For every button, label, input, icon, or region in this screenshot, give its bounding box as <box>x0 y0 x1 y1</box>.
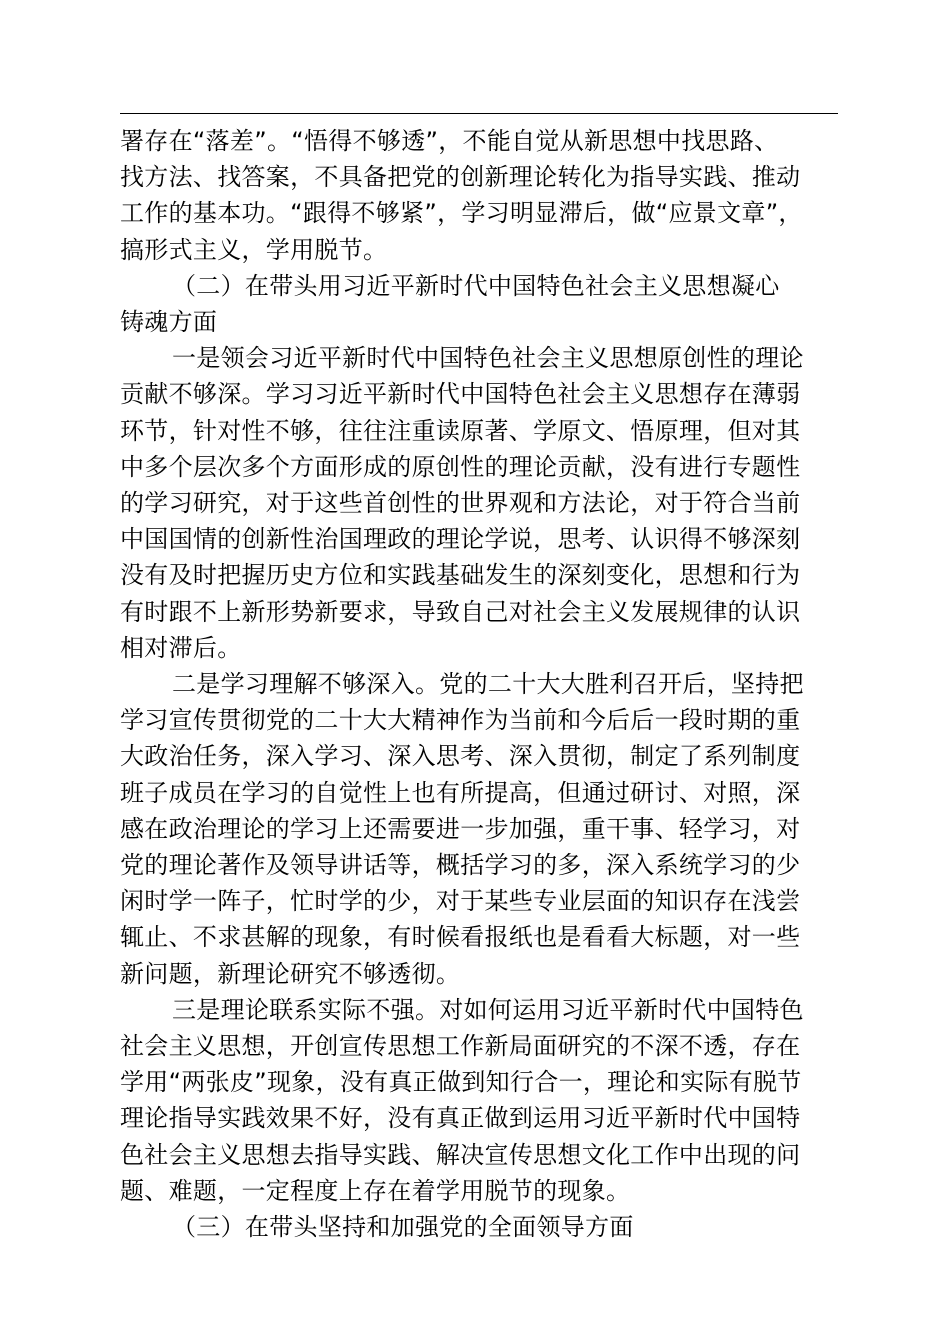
text-line: 工作的基本功。“跟得不够紧”，学习明显滞后，做“应景文章”， <box>120 199 803 228</box>
paragraph-point-2 <box>120 666 865 992</box>
text-line: 闲时学一阵子，忙时学的少，对于某些专业层面的知识存在浅尝 <box>120 887 801 916</box>
section-heading-3 <box>120 1209 865 1245</box>
text-line: 贡献不够深。学习习近平新时代中国特色社会主义思想存在薄弱 <box>120 380 801 409</box>
text-line: （二）在带头用习近平新时代中国特色社会主义思想凝心 <box>172 271 780 300</box>
text-line: 一是领会习近平新时代中国特色社会主义思想原创性的理论 <box>172 344 804 373</box>
text-line: 理论指导实践效果不好，没有真正做到运用习近平新时代中国特 <box>120 1104 801 1133</box>
header-rule <box>120 113 838 114</box>
text-line: 相对滞后。 <box>120 633 242 662</box>
text-line: 学习宣传贯彻党的二十大大精神作为当前和今后后一段时期的重 <box>120 706 801 735</box>
text-line: 的学习研究，对于这些首创性的世界观和方法论，对于符合当前 <box>120 489 801 518</box>
text-line: 有时跟不上新形势新要求，导致自己对社会主义发展规律的认识 <box>120 597 801 626</box>
section-heading-2 <box>120 268 865 340</box>
text-line: （三）在带头坚持和加强党的全面领导方面 <box>172 1213 634 1242</box>
text-line: 找方法、找答案，不具备把党的创新理论转化为指导实践、推动 <box>120 163 801 192</box>
text-line: 三是理论联系实际不强。对如何运用习近平新时代中国特色 <box>172 995 804 1024</box>
text-line: 大政治任务，深入学习、深入思考、深入贯彻，制定了系列制度 <box>120 742 801 771</box>
text-line: 班子成员在学习的自觉性上也有所提高，但通过研讨、对照，深 <box>120 778 801 807</box>
text-line: 社会主义思想，开创宣传思想工作新局面研究的不深不透，存在 <box>120 1032 801 1061</box>
text-line: 署存在“落差”。“悟得不够透”，不能自觉从新思想中找思路、 <box>120 127 779 155</box>
text-line: 色社会主义思想去指导实践、解决宣传思想文化工作中出现的问 <box>120 1140 801 1169</box>
text-line: 党的理论著作及领导讲话等，概括学习的多，深入系统学习的少 <box>120 851 801 880</box>
paragraph-point-1 <box>120 340 865 666</box>
text-line: 环节，针对性不够，往往注重读原著、学原文、悟原理，但对其 <box>120 416 801 445</box>
text-line: 铸魂方面 <box>120 308 218 337</box>
text-line: 二是学习理解不够深入。党的二十大大胜利召开后，坚持把 <box>172 670 804 699</box>
text-line: 学用“两张皮”现象，没有真正做到知行合一，理论和实际有脱节 <box>120 1068 802 1097</box>
paragraph-point-3 <box>120 992 865 1209</box>
text-line: 搞形式主义，学用脱节。 <box>120 235 388 264</box>
text-line: 辄止、不求甚解的现象，有时候看报纸也是看看大标题，对一些 <box>120 923 801 952</box>
document-body <box>120 123 865 1245</box>
text-line: 中多个层次多个方面形成的原创性的理论贡献，没有进行专题性 <box>120 452 801 481</box>
text-line: 新问题，新理论研究不够透彻。 <box>120 959 461 988</box>
text-line: 题、难题，一定程度上存在着学用脱节的现象。 <box>120 1176 631 1205</box>
text-line: 中国国情的创新性治国理政的理论学说，思考、认识得不够深刻 <box>120 525 801 554</box>
text-line: 感在政治理论的学习上还需要进一步加强，重干事、轻学习，对 <box>120 814 801 843</box>
paragraph-continuation <box>120 123 865 268</box>
text-line: 没有及时把握历史方位和实践基础发生的深刻变化，思想和行为 <box>120 561 801 590</box>
